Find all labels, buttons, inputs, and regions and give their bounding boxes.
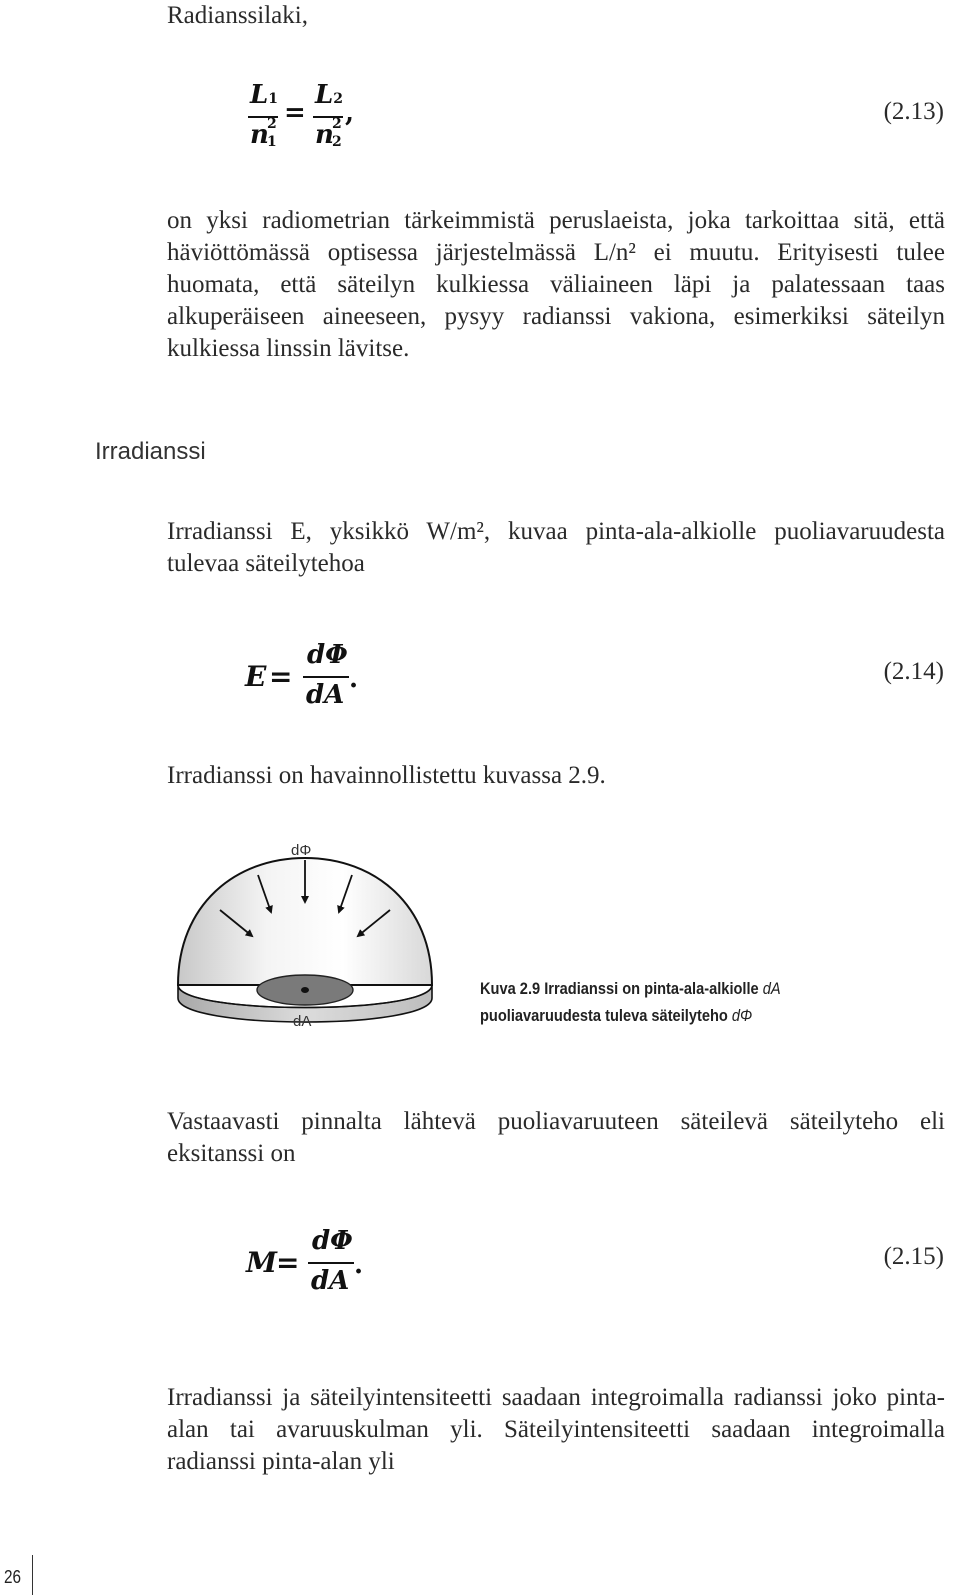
page-number: 26 [4,1567,22,1587]
caption-line-1: Kuva 2.9 Irradianssi on pinta-ala-alkiolle [480,979,763,998]
equation-2-14 [245,640,405,720]
figure-label-dphi: dΦ [291,842,312,859]
figure-label-da: dA [293,1013,312,1030]
paragraph-irradiance-definition: Irradianssi E, yksikkö W/m², kuvaa pinta-ala-alkiolle puoliavaruudesta tulevaa säteilytehoa [167,518,945,577]
paragraph-figure-reference: Irradianssi on havainnollistettu kuvassa 2.9. [167,762,606,789]
eq-213-sub1: 1 [268,91,279,107]
eq-213-n1: n [250,120,269,150]
eq-213-sub2b: 2 [332,134,342,150]
eq-215-denominator: dA [311,1266,350,1296]
eq-213-l2: L [315,80,334,110]
eq-213-comma: , [345,98,355,128]
eq-214-denominator: dA [306,680,345,710]
eq-215-lhs: M [246,1246,277,1279]
eq-213-l1: L [250,80,269,110]
margin-rule [32,1555,33,1595]
eq-213-sub1b: 1 [267,134,277,150]
eq-213-sub2: 2 [333,91,344,107]
paragraph-exitance: Vastaavasti pinnalta lähtevä puoliavaruuteen säteilevä säteilyteho eli eksitanssi on [167,1108,945,1167]
figure-caption [480,975,781,1029]
eq-214-numerator: dΦ [307,640,348,670]
eq-215-fraction-line [308,1262,354,1264]
area-element-center-dot [301,987,309,993]
eq-213-sup2: 2 [332,116,342,132]
paragraph-integration: Irradianssi ja säteilyintensiteetti saadaan integroimalla radianssi joko pinta-alan tai avaruuskulman yli. Säteilyintensiteetti saadaan integroimalla radianssi pinta-alan yli [167,1384,945,1475]
eq-215-period: . [354,1250,364,1280]
eq-213-sup1: 2 [267,116,277,132]
equation-number-2-15: (2.15) [883,1243,944,1270]
section-heading: Irradianssi [95,438,206,465]
caption-line-2: puoliavaruudesta tuleva säteilyteho [480,1006,732,1025]
intro-text: Radianssilaki, [167,2,308,29]
equation-number-2-13: (2.13) [883,98,944,125]
eq-215-equals: = [276,1246,300,1279]
eq-214-period: . [349,664,359,694]
equation-2-13 [248,80,368,160]
paragraph-radiance-law: on yksi radiometrian tärkeimmistä peruslaeista, joka tarkoittaa sitä, että häviöttömässä optisessa järjestelmässä L/n² ei muutu. Erityisesti tulee huomata, että säteilyn kulkiessa väliaineen läpi ja palatessaan taas alkuperäiseen aineeseen, pysyy radianssi vakiona, esimerkiksi säteilyn kulkiessa linssin lävitse. [167,207,945,362]
hemisphere-figure [160,830,480,1040]
eq-214-lhs: E [245,660,267,693]
eq-214-fraction-line [303,676,349,678]
eq-214-equals: = [269,660,293,693]
eq-215-numerator: dΦ [312,1226,353,1256]
caption-line-2-italic: dΦ [731,1006,753,1025]
equation-number-2-14: (2.14) [883,658,944,685]
eq-213-n2: n [315,120,334,150]
eq-213-equals: = [284,98,306,128]
equation-2-15 [246,1226,416,1306]
caption-line-1-italic: dA [762,979,781,998]
